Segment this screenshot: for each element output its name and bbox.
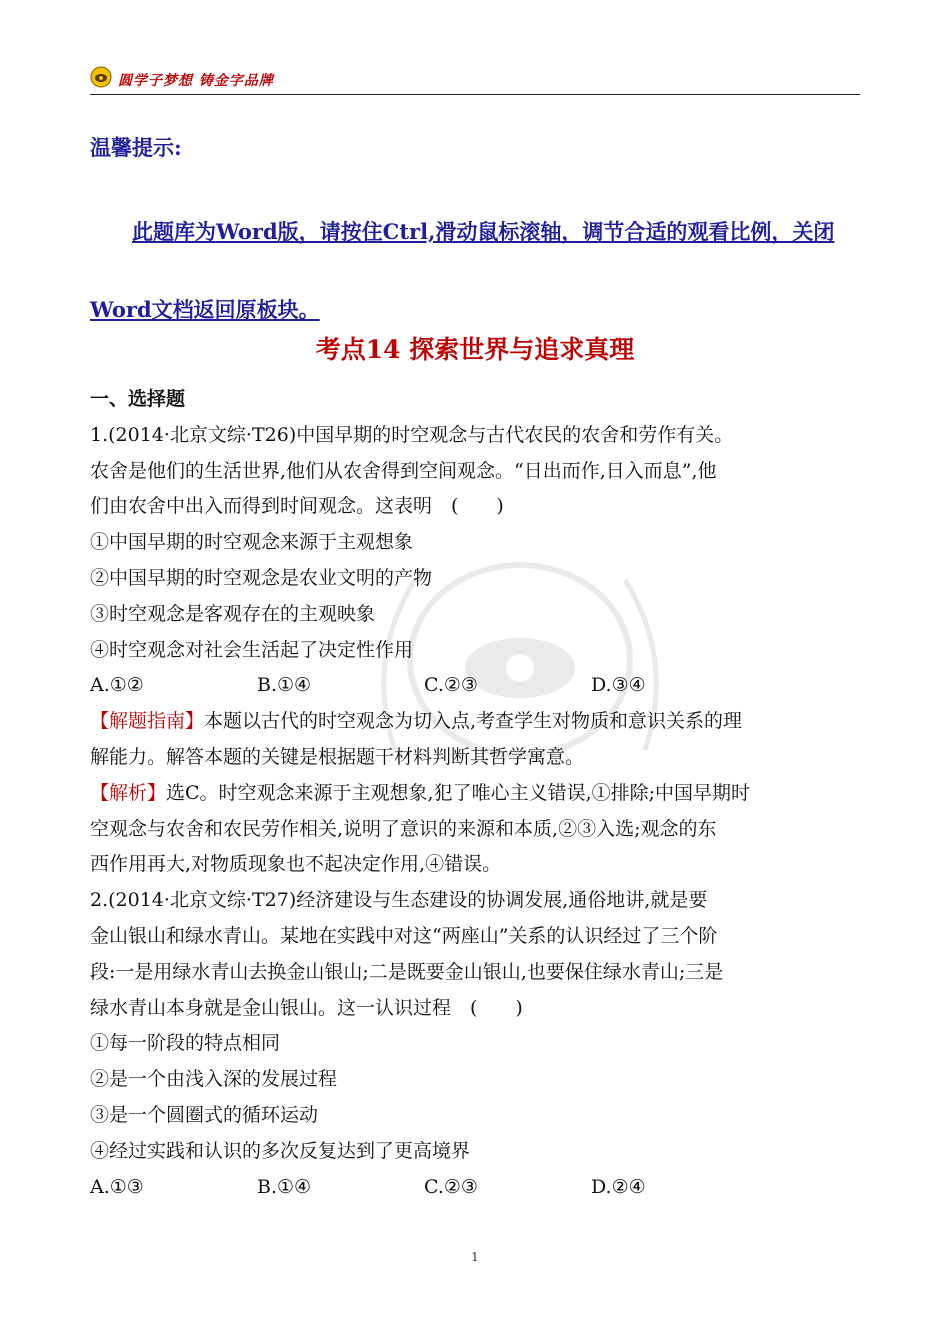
- page-title: 考点14 探索世界与追求真理: [315, 335, 635, 364]
- q2-statement: ③是一个圆圈式的循环运动: [90, 1103, 319, 1126]
- page-header: [90, 64, 860, 95]
- tip-link[interactable]: [90, 193, 860, 349]
- guide-tag: 【解题指南】: [90, 710, 205, 733]
- brand-slogan: 圆学子梦想 铸金字品牌: [118, 73, 274, 89]
- question-content: [90, 382, 860, 1205]
- q2-option-d: D.②④: [591, 1175, 646, 1198]
- q1-stem-line: 农舍是他们的生活世界,他们从农舍得到空间观念。“日出而作,日入而息”,他: [90, 459, 717, 482]
- analysis-text: 选C。时空观念来源于主观想象,犯了唯心主义错误,①排除;中国早期时: [166, 781, 751, 804]
- q1-statement: ④时空观念对社会生活起了决定性作用: [90, 638, 414, 661]
- page-number: 1: [471, 1250, 479, 1264]
- q2-stem-line: 金山银山和绿水青山。某地在实践中对这“两座山”关系的认识经过了三个阶: [90, 924, 718, 947]
- q2-option-c: C.②③: [424, 1175, 478, 1198]
- q2-option-b: B.①④: [257, 1175, 312, 1198]
- q2-option-a: A.①③: [90, 1175, 144, 1198]
- q1-stem-line: 1.(2014·北京文综·T26)中国早期的时空观念与古代农民的农舍和劳作有关。: [90, 423, 734, 446]
- q1-option-c: C.②③: [424, 674, 478, 697]
- q1-analysis-line: 空观念与农舍和农民劳作相关,说明了意识的来源和本质,②③入选;观念的东: [90, 817, 717, 840]
- q1-analysis-line: [90, 776, 860, 812]
- q2-options: [90, 1170, 860, 1206]
- q2-statement: ①每一阶段的特点相同: [90, 1032, 281, 1055]
- q1-guide-line: [90, 704, 860, 740]
- q1-analysis-line: 西作用再大,对物质现象也不起决定作用,④错误。: [90, 853, 502, 876]
- q1-option-d: D.③④: [591, 674, 646, 697]
- q1-option-a: A.①②: [90, 674, 144, 697]
- tip-link-text[interactable]: 此题库为Word版，请按住Ctrl,滑动鼠标滚轴，调节合适的观看比例，关闭Word文档返回原板块。: [90, 219, 835, 322]
- q1-options: [90, 668, 860, 704]
- q2-stem-line: 绿水青山本身就是金山银山。这一认识过程 ( ): [90, 996, 523, 1019]
- q2-stem-line: 2.(2014·北京文综·T27)经济建设与生态建设的协调发展,通俗地讲,就是要: [90, 889, 708, 912]
- q2-statement: ④经过实践和认识的多次反复达到了更高境界: [90, 1139, 471, 1162]
- q1-option-b: B.①④: [257, 674, 312, 697]
- q1-stem-line: 们由农舍中出入而得到时间观念。这表明 ( ): [90, 495, 504, 518]
- guide-text: 本题以古代的时空观念为切入点,考查学生对物质和意识关系的理: [204, 710, 743, 733]
- tip-title: 温馨提示:: [90, 135, 182, 160]
- q1-guide-line: 解能力。解答本题的关键是根据题干材料判断其哲学寓意。: [90, 745, 585, 768]
- q2-statement: ②是一个由浅入深的发展过程: [90, 1068, 338, 1091]
- q1-statement: ③时空观念是客观存在的主观映象: [90, 602, 376, 625]
- brand-logo-icon: [90, 66, 112, 88]
- section-heading: 一、选择题: [90, 388, 186, 410]
- q2-stem-line: 段:一是用绿水青山去换金山银山;二是既要金山银山,也要保住绿水青山;三是: [90, 960, 724, 983]
- analysis-tag: 【解析】: [90, 781, 167, 804]
- q1-statement: ②中国早期的时空观念是农业文明的产物: [90, 566, 433, 589]
- q1-statement: ①中国早期的时空观念来源于主观想象: [90, 531, 414, 554]
